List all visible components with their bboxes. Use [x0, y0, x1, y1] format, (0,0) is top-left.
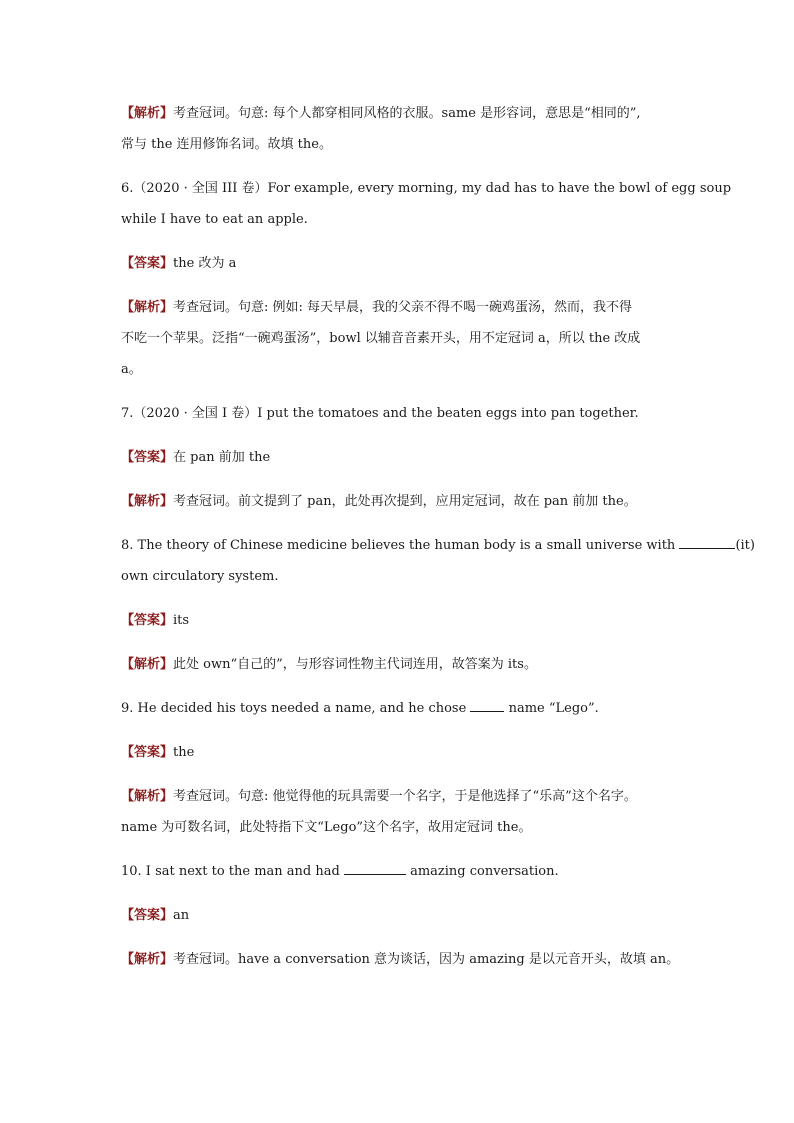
analysis-tag: 【解析】	[121, 300, 174, 315]
question-line: 9. He decided his toys needed a name, and he chose name “Lego”.	[121, 697, 681, 720]
analysis-line: 【解析】考查冠词。前文提到了 pan，此处再次提到，应用定冠词，故在 pan 前加 the。	[121, 494, 637, 509]
fill-blank	[679, 534, 735, 549]
analysis-block-6	[121, 296, 681, 381]
answer-8	[121, 609, 681, 632]
question-7	[121, 402, 681, 425]
analysis-block-9	[121, 785, 681, 839]
analysis-block-8	[121, 653, 681, 676]
analysis-line: a。	[121, 362, 142, 377]
question-line: 7.（2020 · 全国 I 卷）I put the tomatoes and the beaten eggs into pan together.	[121, 406, 639, 421]
answer-tag: 【答案】	[121, 256, 174, 271]
answer-10	[121, 904, 681, 927]
answer-text: an	[173, 908, 190, 923]
answer-tag: 【答案】	[121, 908, 174, 923]
analysis-tag: 【解析】	[121, 106, 174, 121]
analysis-line: 常与 the 连用修饰名词。故填 the。	[121, 137, 332, 152]
analysis-line: 【解析】此处 own“自己的”，与形容词性物主代词连用，故答案为 its。	[121, 657, 537, 672]
analysis-tag: 【解析】	[121, 657, 174, 672]
analysis-tag: 【解析】	[121, 789, 174, 804]
analysis-line: 【解析】考查冠词。句意: 他觉得他的玩具需要一个名字，于是他选择了“乐高”这个名字。	[121, 789, 637, 804]
fill-blank	[344, 860, 406, 875]
analysis-tag: 【解析】	[121, 952, 174, 967]
question-line: while I have to eat an apple.	[121, 212, 308, 227]
analysis-block-7	[121, 490, 681, 513]
answer-tag: 【答案】	[121, 450, 174, 465]
question-6	[121, 177, 732, 231]
analysis-line: 【解析】考查冠词。句意: 例如: 每天早晨，我的父亲不得不喝一碗鸡蛋汤，然而，我不得	[121, 300, 633, 315]
analysis-line: 不吃一个苹果。泛指“一碗鸡蛋汤”，bowl 以辅音音素开头，用不定冠词 a，所以 the 改成	[121, 331, 641, 346]
question-line: 8. The theory of Chinese medicine believes the human body is a small universe with (it)	[121, 534, 681, 557]
question-line: 6.（2020 · 全国 III 卷）For example, every morning, my dad has to have the bowl of egg soup	[121, 181, 732, 196]
question-10	[121, 860, 681, 883]
answer-7	[121, 446, 681, 469]
analysis-block-5	[121, 102, 681, 156]
answer-text: its	[173, 613, 190, 628]
analysis-line: name 为可数名词，此处特指下文“Lego”这个名字，故用定冠词 the。	[121, 820, 532, 835]
answer-9	[121, 741, 681, 764]
answer-text: 在 pan 前加 the	[173, 450, 271, 465]
analysis-line: 【解析】考查冠词。have a conversation 意为谈话，因为 amazing 是以元音开头，故填 an。	[121, 952, 680, 967]
question-8	[121, 534, 755, 588]
answer-text: the	[173, 745, 195, 760]
question-line: own circulatory system.	[121, 569, 279, 584]
analysis-line: 【解析】考查冠词。句意: 每个人都穿相同风格的衣服。same 是形容词，意思是“相同的”,	[121, 106, 641, 121]
fill-blank	[470, 697, 504, 712]
analysis-tag: 【解析】	[121, 494, 174, 509]
answer-tag: 【答案】	[121, 745, 174, 760]
answer-text: the 改为 a	[173, 256, 237, 271]
answer-tag: 【答案】	[121, 613, 174, 628]
document-content	[121, 102, 755, 992]
question-line: 10. I sat next to the man and had amazing conversation.	[121, 860, 681, 883]
answer-6	[121, 252, 681, 275]
question-9	[121, 697, 681, 720]
analysis-block-10	[121, 948, 681, 971]
